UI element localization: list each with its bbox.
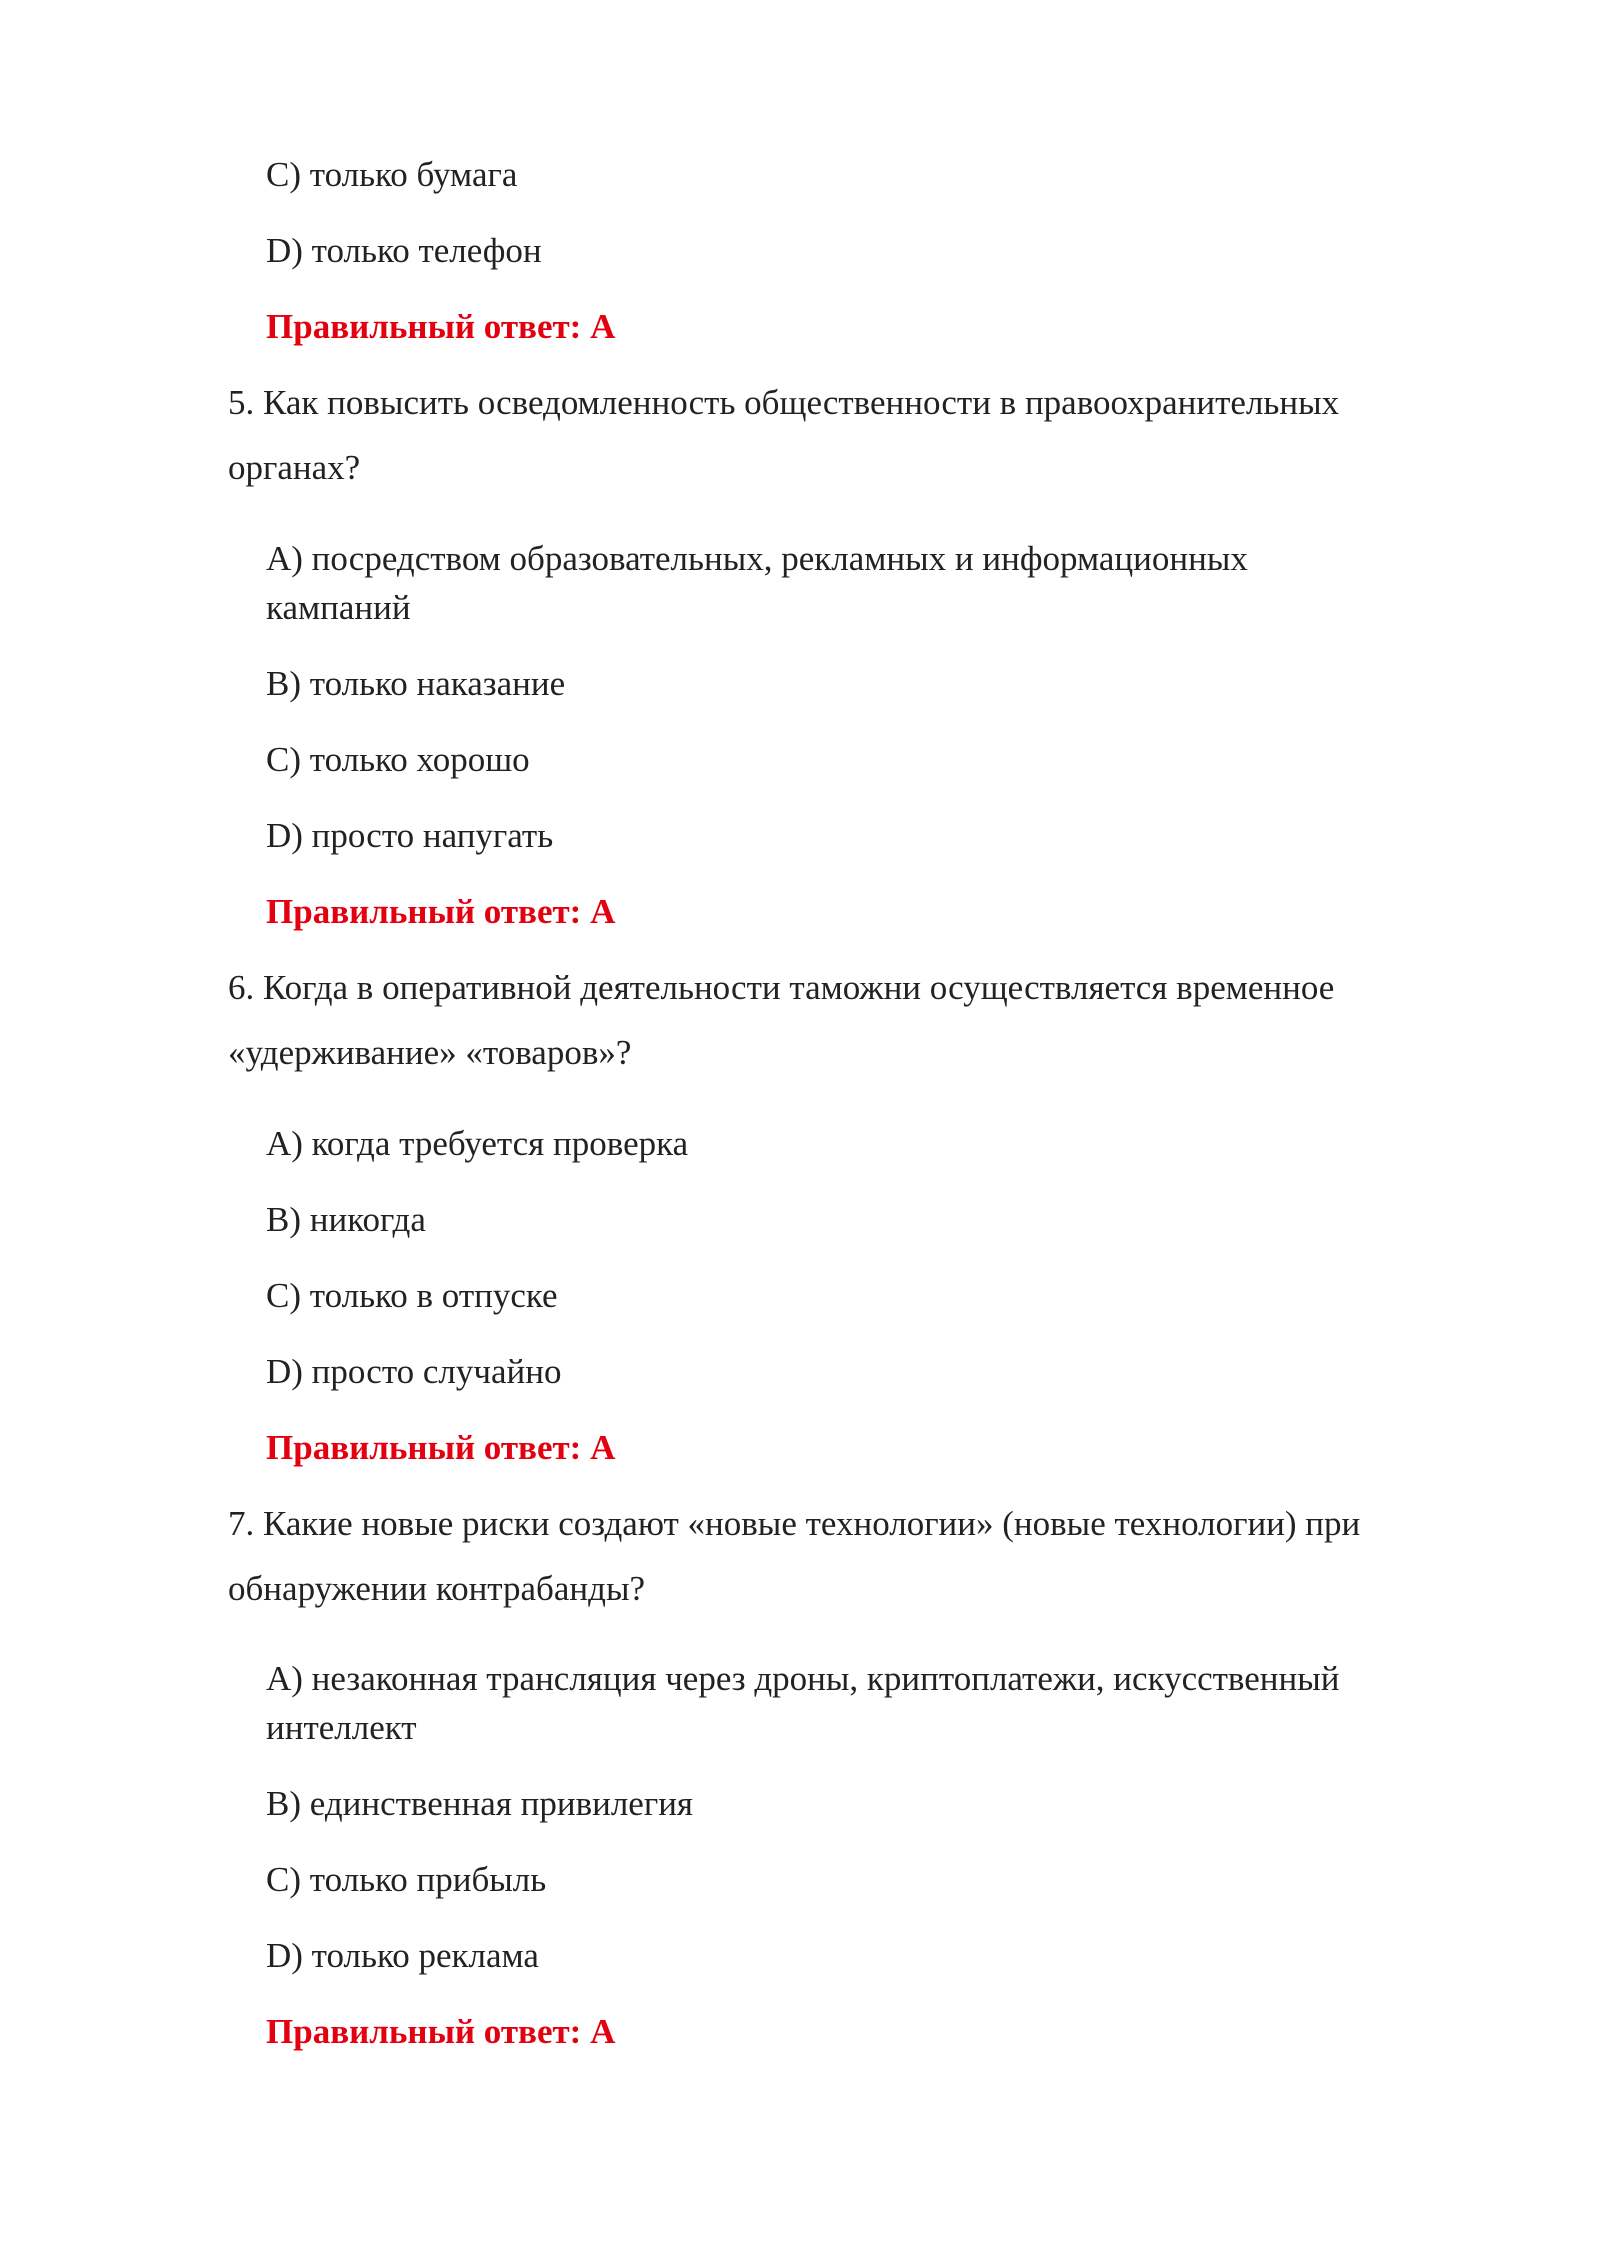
q6-option-b: B) никогда: [266, 1200, 426, 1239]
q5-correct-answer: Правильный ответ: A: [266, 892, 616, 931]
q5-option-b: B) только наказание: [266, 664, 566, 703]
q7-question-line1: 7. Какие новые риски создают «новые технологии» (новые технологии) при: [228, 1504, 1361, 1543]
q7-option-a-line2: интеллект: [266, 1708, 417, 1747]
q4-option-c: C) только бумага: [266, 155, 518, 194]
q4-correct-answer: Правильный ответ: A: [266, 307, 616, 346]
q5-question-line1: 5. Как повысить осведомленность общественности в правоохранительных: [228, 383, 1340, 422]
q5-option-a-line2: кампаний: [266, 588, 411, 627]
q7-correct-answer: Правильный ответ: A: [266, 2012, 616, 2051]
q5-question-line2: органах?: [228, 448, 361, 487]
q4-option-d: D) только телефон: [266, 231, 542, 270]
q7-option-d: D) только реклама: [266, 1936, 539, 1975]
q5-option-d: D) просто напугать: [266, 816, 554, 855]
q7-option-a-line1: A) незаконная трансляция через дроны, криптоплатежи, искусственный: [266, 1659, 1340, 1698]
q6-question-line1: 6. Когда в оперативной деятельности таможни осуществляется временное: [228, 968, 1335, 1007]
q7-option-b: B) единственная привилегия: [266, 1784, 694, 1823]
q6-option-d: D) просто случайно: [266, 1352, 562, 1391]
q5-option-c: C) только хорошо: [266, 740, 530, 779]
q6-correct-answer: Правильный ответ: A: [266, 1428, 616, 1467]
q5-option-a-line1: A) посредством образовательных, рекламных и информационных: [266, 539, 1248, 578]
q7-option-c: C) только прибыль: [266, 1860, 547, 1899]
q6-question-line2: «удерживание» «товаров»?: [228, 1033, 632, 1072]
q7-question-line2: обнаружении контрабанды?: [228, 1569, 645, 1608]
q6-option-c: C) только в отпуске: [266, 1276, 558, 1315]
q6-option-a: A) когда требуется проверка: [266, 1124, 689, 1163]
